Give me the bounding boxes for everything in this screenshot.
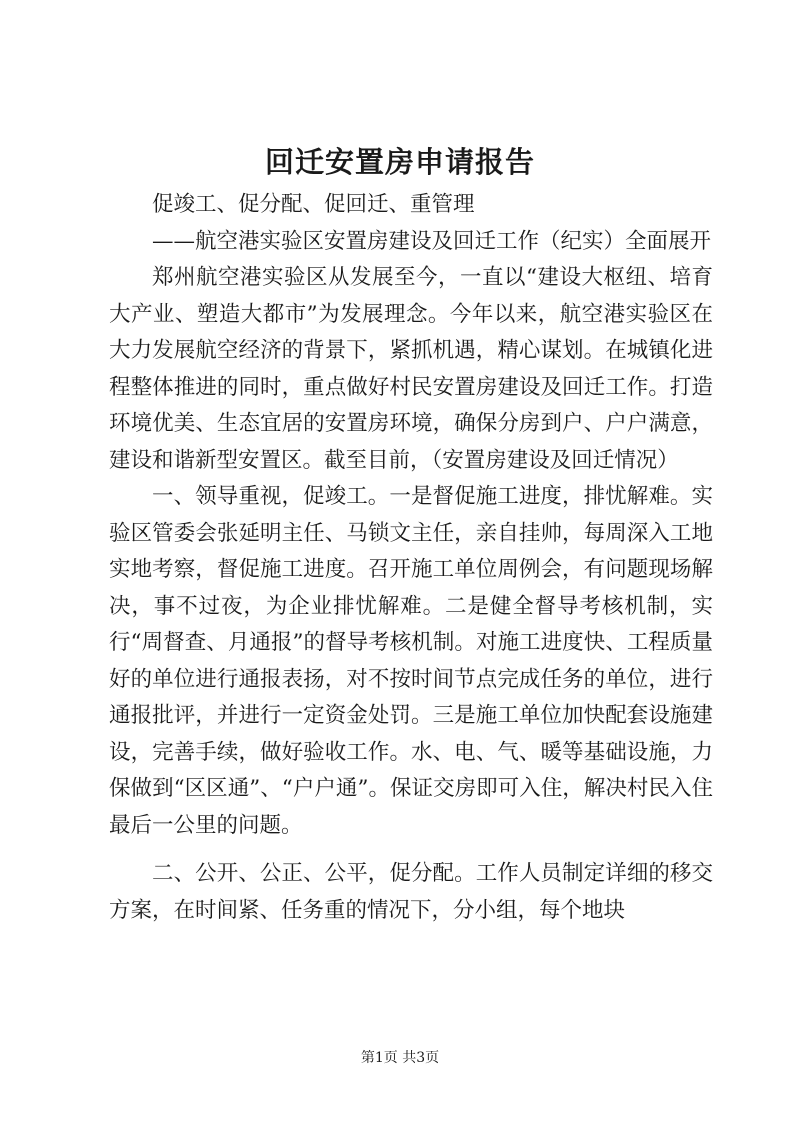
page-number-footer: 第1页 共3页 xyxy=(360,1050,440,1066)
paragraph-section-1: 一、领导重视，促竣工。一是督促施工进度，排忧解难。实验区管委会张延明主任、马锁文主任，亲自挂帅，每周深入工地实地考察，督促施工进度。召开施工单位周例会，有问题现场解决，事不过夜，为企业排忧解难。二是健全督导考核机制，实行“周督查、月通报”的督导考核机制。对施工进度快、工程质量好的单位进行通报表扬，对不按时间节点完成任务的单位，进行通报批评，并进行一定资金处罚。三是施工单位加快配套设施建设，完善手续，做好验收工作。水、电、气、暖等基础设施，力保做到“区区通”、“户户通”。保证交房即可入住，解决村民入住最后一公里的问题。 xyxy=(109,484,713,838)
paragraph-section-2: 二、公开、公正、公平，促分配。工作人员制定详细的移交方案，在时间紧、任务重的情况下，分小组，每个地块 xyxy=(109,861,713,923)
paragraph-intro: 郑州航空港实验区从发展至今，一直以“建设大枢纽、培育大产业、塑造大都市”为发展理念。今年以来，航空港实验区在大力发展航空经济的背景下，紧抓机遇，精心谋划。在城镇化进程整体推进的同时，重点做好村民安置房建设及回迁工作。打造环境优美、生态宜居的安置房环境，确保分房到户、户户满意，建设和谐新型安置区。截至目前，（安置房建设及回迁情况） xyxy=(109,265,713,473)
paragraph-subheading: ——航空港实验区安置房建设及回迁工作（纪实）全面展开 xyxy=(152,228,712,254)
document-body xyxy=(109,187,713,929)
document-title: 回迁安置房申请报告 xyxy=(264,145,535,179)
paragraph-subtitle: 促竣工、促分配、促回迁、重管理 xyxy=(152,192,475,217)
